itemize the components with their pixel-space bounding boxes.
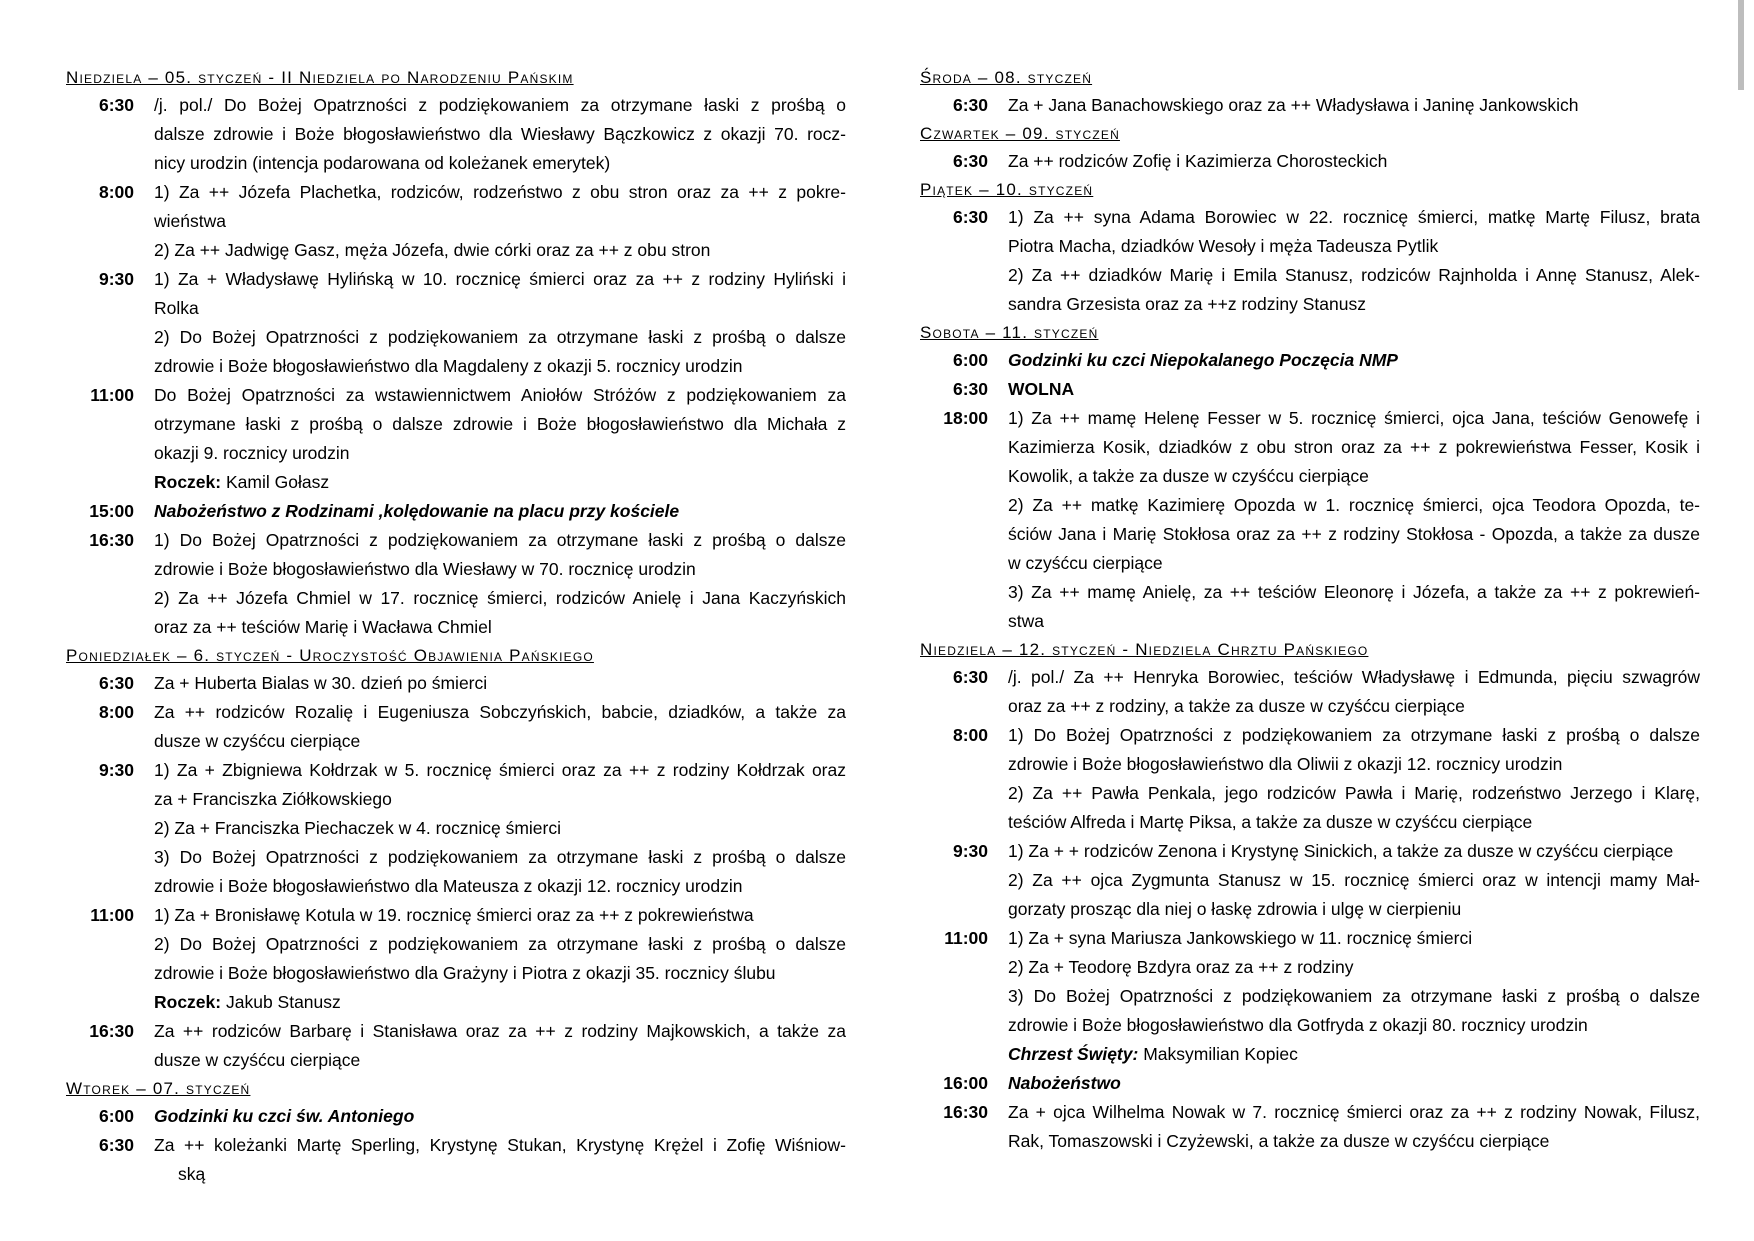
intention-value: 3) Do Bożej Opatrzności z podziękowaniem za otrzymane łaski z prośbą o dalsze [154,847,846,867]
mass-time: 11:00 [90,385,134,405]
day-section [920,120,1700,176]
intention-value: 2) Do Bożej Opatrzności z podziękowaniem za otrzymane łaski z prośbą o dalsze [154,934,846,954]
intention-text [1008,1098,1700,1156]
intention-line [154,727,846,756]
intention-value: Kamil Gołasz [225,472,330,492]
day-section [920,176,1700,319]
intention-line [1008,578,1700,607]
intention-value: 1) Za + Władysławę Hylińską w 10. rocznicę śmierci oraz za ++ z rodziny Hyliński i [154,269,846,289]
intention-text [1008,203,1700,319]
intention-line [154,901,846,930]
intention-line [1008,953,1700,982]
mass-entry [920,147,1700,176]
mass-entry [920,837,1700,924]
mass-time: 15:00 [89,501,134,521]
intention-line [1008,1069,1700,1098]
mass-time: 11:00 [944,928,988,948]
intention-line [154,1131,846,1160]
mass-entry [66,91,846,178]
intention-value: Za ++ rodziców Rozalię i Eugeniusza Sobczyńskich, babcie, dziadków, a także za [154,702,846,722]
intention-line [154,814,846,843]
intention-line [154,207,846,236]
mass-entry [920,404,1700,636]
mass-entry [920,1069,1700,1098]
intention-value: Do Bożej Opatrzności za wstawiennictwem Aniołów Stróżów z podziękowaniem za [154,385,846,405]
mass-time: 6:30 [952,95,988,115]
intention-line [1008,808,1700,837]
intention-text [154,669,846,698]
intention-value: stwa [1008,611,1044,631]
day-header: Sobota – 11. styczeń [920,323,1099,342]
day-section [920,64,1700,120]
mass-time: 6:00 [952,350,988,370]
intention-text [1008,91,1700,120]
intention-line [154,381,846,410]
intention-line [1008,1127,1700,1156]
intention-line [154,1046,846,1075]
mass-time: 11:00 [90,905,134,925]
intention-text [154,178,846,265]
intention-line [1008,232,1700,261]
intention-text [154,497,846,526]
intention-line [1008,375,1700,404]
intention-value: 2) Do Bożej Opatrzności z podziękowaniem za otrzymane łaski z prośbą o dalsze [154,327,846,347]
intention-value: Nabożeństwo [1008,1073,1121,1093]
intention-line [154,1017,846,1046]
intention-line [1008,433,1700,462]
intention-label: Roczek: [154,992,222,1012]
intention-text [1008,837,1700,924]
intention-line [1008,1011,1700,1040]
intention-line [154,120,846,149]
intention-value: Rak, Tomaszowski i Czyżewski, a także za dusze w czyśćcu cierpiące [1008,1131,1550,1151]
mass-entry [66,1131,846,1189]
intention-line [154,236,846,265]
intention-value: za + Franciszka Ziółkowskiego [154,789,392,809]
intention-line [1008,491,1700,520]
intention-value: okazji 9. rocznicy urodzin [154,443,350,463]
mass-time: 6:30 [98,1135,134,1155]
intention-line [154,959,846,988]
intention-value: Za ++ rodziców Barbarę i Stanisława oraz za ++ z rodziny Majkowskich, a także za [154,1021,846,1041]
mass-entry [66,1017,846,1075]
day-section [920,319,1700,636]
day-header: Środa – 08. styczeń [920,68,1093,87]
mass-time: 6:30 [952,207,988,227]
intention-line [1008,750,1700,779]
intention-text [154,756,846,901]
intention-value: WOLNA [1008,379,1075,399]
day-header: Niedziela – 05. styczeń - II Niedziela po Narodzeniu Pańskim [66,68,574,87]
intention-line [154,265,846,294]
intention-line [1008,663,1700,692]
mass-entry [920,91,1700,120]
intention-line [1008,692,1700,721]
intention-value: Za + ojca Wilhelma Nowak w 7. rocznicę śmierci oraz za ++ z rodziny Nowak, Filusz, [1008,1102,1700,1122]
intention-value: Za ++ rodziców Zofię i Kazimierza Chorosteckich [1008,151,1388,171]
intention-text [1008,1069,1700,1098]
intention-line [154,1160,846,1189]
intention-line [1008,779,1700,808]
intention-line [154,555,846,584]
mass-time: 16:30 [943,1102,988,1122]
intention-text [1008,375,1700,404]
left-column [66,64,846,1189]
intention-text [154,381,846,497]
intention-line [154,149,846,178]
intention-value: ściów Jana i Marię Stokłosa oraz za ++ z rodziny Stokłosa - Opozda, a także za dusze [1008,524,1700,544]
day-header: Piątek – 10. styczeń [920,180,1094,199]
mass-entry [920,721,1700,837]
mass-entry [920,924,1700,1069]
intention-text [154,901,846,1017]
intention-line [154,410,846,439]
intention-value: nicy urodzin (intencja podarowana od koleżanek emerytek) [154,153,611,173]
intention-value: /j. pol./ Do Bożej Opatrzności z podziękowaniem za otrzymane łaski z prośbą o [154,95,846,115]
mass-entry [66,669,846,698]
intention-line [154,178,846,207]
intention-value: Za + Huberta Bialas w 30. dzień po śmierci [154,673,488,693]
right-column [920,64,1700,1156]
intention-value: Godzinki ku czci Niepokalanego Poczęcia NMP [1008,350,1398,370]
day-section [66,1075,846,1189]
intention-line [154,669,846,698]
mass-time: 8:00 [952,725,988,745]
intention-line [1008,147,1700,176]
day-header: Wtorek – 07. styczeń [66,1079,251,1098]
intention-line [1008,1098,1700,1127]
intention-value: 2) Za ++ Jadwigę Gasz, męża Józefa, dwie córki oraz za ++ z obu stron [154,240,711,260]
mass-entry [66,698,846,756]
intention-line [1008,261,1700,290]
intention-line [154,756,846,785]
intention-text [154,265,846,381]
mass-entry [66,526,846,642]
intention-value: oraz za ++ z rodziny, a także za dusze w czyśćcu cierpiące [1008,696,1465,716]
intention-value: 2) Za + Franciszka Piechaczek w 4. rocznicę śmierci [154,818,562,838]
mass-time: 6:30 [952,379,988,399]
mass-time: 9:30 [98,760,134,780]
intention-value: otrzymane łaski z prośbą o dalsze zdrowie i Boże błogosławieństwo dla Michała z [154,414,846,434]
intention-text [154,1131,846,1189]
intention-line [1008,404,1700,433]
intention-value: 2) Za ++ matkę Kazimierę Opozda w 1. rocznicę śmierci, ojca Teodora Opozda, te- [1008,495,1700,515]
intention-value: dalsze zdrowie i Boże błogosławieństwo dla Wiesławy Bączkowicz z okazji 70. rocz- [154,124,846,144]
intention-text [154,91,846,178]
intention-line [1008,866,1700,895]
scrollbar[interactable] [1738,0,1744,90]
intention-value: teściów Alfreda i Martę Piksa, a także za dusze w czyśćcu cierpiące [1008,812,1533,832]
intention-value: 1) Za + Zbigniewa Kołdrzak w 5. rocznicę śmierci oraz za ++ z rodziny Kołdrzak oraz [154,760,846,780]
intention-line [1008,520,1700,549]
intention-value: Kazimierza Kosik, dziadków z obu stron oraz za ++ z pokrewieństwa Fesser, Kosik i [1008,437,1700,457]
intention-line [154,843,846,872]
day-section [66,64,846,642]
intention-value: ską [178,1164,206,1184]
intention-value: Godzinki ku czci św. Antoniego [154,1106,415,1126]
intention-value: 1) Za ++ syna Adama Borowiec w 22. rocznicę śmierci, matkę Martę Filusz, brata [1008,207,1700,227]
mass-time: 6:30 [98,673,134,693]
mass-time: 16:00 [943,1073,988,1093]
intention-line [1008,982,1700,1011]
day-header: Czwartek – 09. styczeń [920,124,1120,143]
intention-value: zdrowie i Boże błogosławieństwo dla Grażyny i Piotra z okazji 35. rocznicy ślubu [154,963,776,983]
intention-line [154,91,846,120]
day-section [66,642,846,1075]
mass-time: 9:30 [952,841,988,861]
mass-entry [920,346,1700,375]
intention-value: zdrowie i Boże błogosławieństwo dla Oliwii z okazji 12. rocznicy urodzin [1008,754,1563,774]
intention-line [1008,924,1700,953]
mass-time: 8:00 [98,182,134,202]
intention-text [1008,924,1700,1069]
intention-value: 3) Za ++ mamę Anielę, za ++ teściów Eleonorę i Józefa, a także za ++ z pokrewień- [1008,582,1700,602]
intention-line [154,323,846,352]
intention-line [154,439,846,468]
mass-entry [66,756,846,901]
intention-text [154,526,846,642]
intention-line [154,497,846,526]
day-header: Poniedziałek – 6. styczeń - Uroczystość Objawienia Pańskiego [66,646,594,665]
intention-value: zdrowie i Boże błogosławieństwo dla Mateusza z okazji 12. rocznicy urodzin [154,876,743,896]
intention-line [154,352,846,381]
intention-value: Jakub Stanusz [225,992,341,1012]
intention-value: Maksymilian Kopiec [1143,1044,1298,1064]
intention-value: 2) Za ++ dziadków Marię i Emila Stanusz, rodziców Rajnholda i Annę Stanusz, Alek- [1008,265,1700,285]
mass-time: 6:30 [952,151,988,171]
intention-label: Roczek: [154,472,222,492]
intention-value: Rolka [154,298,199,318]
mass-time: 6:30 [952,667,988,687]
intention-value: 1) Za + syna Mariusza Jankowskiego w 11. rocznicę śmierci [1008,928,1473,948]
intention-line [154,785,846,814]
intention-value: zdrowie i Boże błogosławieństwo dla Magdaleny z okazji 5. rocznicy urodzin [154,356,743,376]
intention-value: dusze w czyśćcu cierpiące [154,731,361,751]
intention-line [154,930,846,959]
intention-value: /j. pol./ Za ++ Henryka Borowiec, teściów Władysławę i Edmunda, pięciu szwagrów [1008,667,1700,687]
intention-value: 2) Za ++ ojca Zygmunta Stanusz w 15. rocznicę śmierci oraz w intencji mamy Mał- [1008,870,1700,890]
intention-line [154,872,846,901]
intention-line [1008,837,1700,866]
intention-line [154,584,846,613]
intention-line [1008,91,1700,120]
intention-line [154,526,846,555]
intention-value: 1) Za + + rodziców Zenona i Krystynę Sinickich, a także za dusze w czyśćcu cierpiące [1008,841,1674,861]
intention-value: dusze w czyśćcu cierpiące [154,1050,361,1070]
day-section [920,636,1700,1156]
intention-line [154,294,846,323]
mass-entry [66,381,846,497]
mass-time: 6:00 [98,1106,134,1126]
mass-time: 18:00 [943,408,988,428]
mass-entry [920,1098,1700,1156]
intention-value: Za + Jana Banachowskiego oraz za ++ Władysława i Janinę Jankowskich [1008,95,1579,115]
intention-value: gorzaty prosząc dla niej o łaskę zdrowia i ulgę w cierpieniu [1008,899,1462,919]
intention-line [1008,895,1700,924]
intention-text [1008,346,1700,375]
intention-line [1008,462,1700,491]
intention-value: Kowolik, a także za dusze w czyśćcu cierpiące [1008,466,1369,486]
intention-value: w czyśćcu cierpiące [1008,553,1163,573]
mass-entry [66,1102,846,1131]
intention-value: wieństwa [154,211,226,231]
intention-line [154,468,846,497]
intention-value: 2) Za ++ Józefa Chmiel w 17. rocznicę śmierci, rodziców Anielę i Jana Kaczyńskich [154,588,846,608]
intention-text [1008,663,1700,721]
mass-time: 9:30 [98,269,134,289]
intention-text [154,1017,846,1075]
intention-value: 1) Za ++ Józefa Plachetka, rodziców, rodzeństwo z obu stron oraz za ++ z pokre- [154,182,846,202]
intention-text [1008,404,1700,636]
intention-value: 1) Do Bożej Opatrzności z podziękowaniem za otrzymane łaski z prośbą o dalsze [1008,725,1700,745]
intention-line [1008,721,1700,750]
intention-text [154,698,846,756]
intention-value: 1) Za ++ mamę Helenę Fesser w 5. rocznicę śmierci, ojca Jana, teściów Genowefę i [1008,408,1700,428]
intention-value: 1) Za + Bronisławę Kotula w 19. rocznicę śmierci oraz za ++ z pokrewieństwa [154,905,754,925]
intention-value: oraz za ++ teściów Marię i Wacława Chmiel [154,617,492,637]
mass-time: 6:30 [98,95,134,115]
intention-value: zdrowie i Boże błogosławieństwo dla Gotfryda z okazji 80. rocznicy urodzin [1008,1015,1588,1035]
mass-entry [920,203,1700,319]
intention-value: zdrowie i Boże błogosławieństwo dla Wiesławy w 70. rocznicę urodzin [154,559,696,579]
intention-text [1008,147,1700,176]
intention-line [1008,203,1700,232]
mass-time: 16:30 [89,530,134,550]
intention-line [1008,290,1700,319]
intention-line [1008,549,1700,578]
intention-value: Piotra Macha, dziadków Wesoły i męża Tadeusza Pytlik [1008,236,1439,256]
mass-entry [66,901,846,1017]
intention-label: Chrzest Święty: [1008,1044,1139,1064]
intention-text [154,1102,846,1131]
intention-value: Za ++ koleżanki Martę Sperling, Krystynę Stukan, Krystynę Krężel i Zofię Wiśniow- [154,1135,846,1155]
day-header: Niedziela – 12. styczeń - Niedziela Chrztu Pańskiego [920,640,1369,659]
intention-line [154,988,846,1017]
mass-entry [920,375,1700,404]
intention-line [154,698,846,727]
intention-value: sandra Grzesista oraz za ++z rodziny Stanusz [1008,294,1366,314]
intention-value: 2) Za ++ Pawła Penkala, jego rodziców Pawła i Marię, rodzeństwo Jerzego i Klarę, [1008,783,1700,803]
intention-value: Nabożeństwo z Rodzinami ,kolędowanie na placu przy kościele [154,501,680,521]
intention-line [154,1102,846,1131]
intention-line [1008,346,1700,375]
mass-time: 16:30 [89,1021,134,1041]
intention-value: 3) Do Bożej Opatrzności z podziękowaniem za otrzymane łaski z prośbą o dalsze [1008,986,1700,1006]
intention-line [154,613,846,642]
intention-value: 2) Za + Teodorę Bzdyra oraz za ++ z rodziny [1008,957,1354,977]
mass-entry [66,265,846,381]
intention-value: 1) Do Bożej Opatrzności z podziękowaniem za otrzymane łaski z prośbą o dalsze [154,530,846,550]
mass-entry [920,663,1700,721]
mass-entry [66,178,846,265]
mass-time: 8:00 [98,702,134,722]
mass-entry [66,497,846,526]
intention-text [1008,721,1700,837]
intention-line [1008,607,1700,636]
intention-line [1008,1040,1700,1069]
